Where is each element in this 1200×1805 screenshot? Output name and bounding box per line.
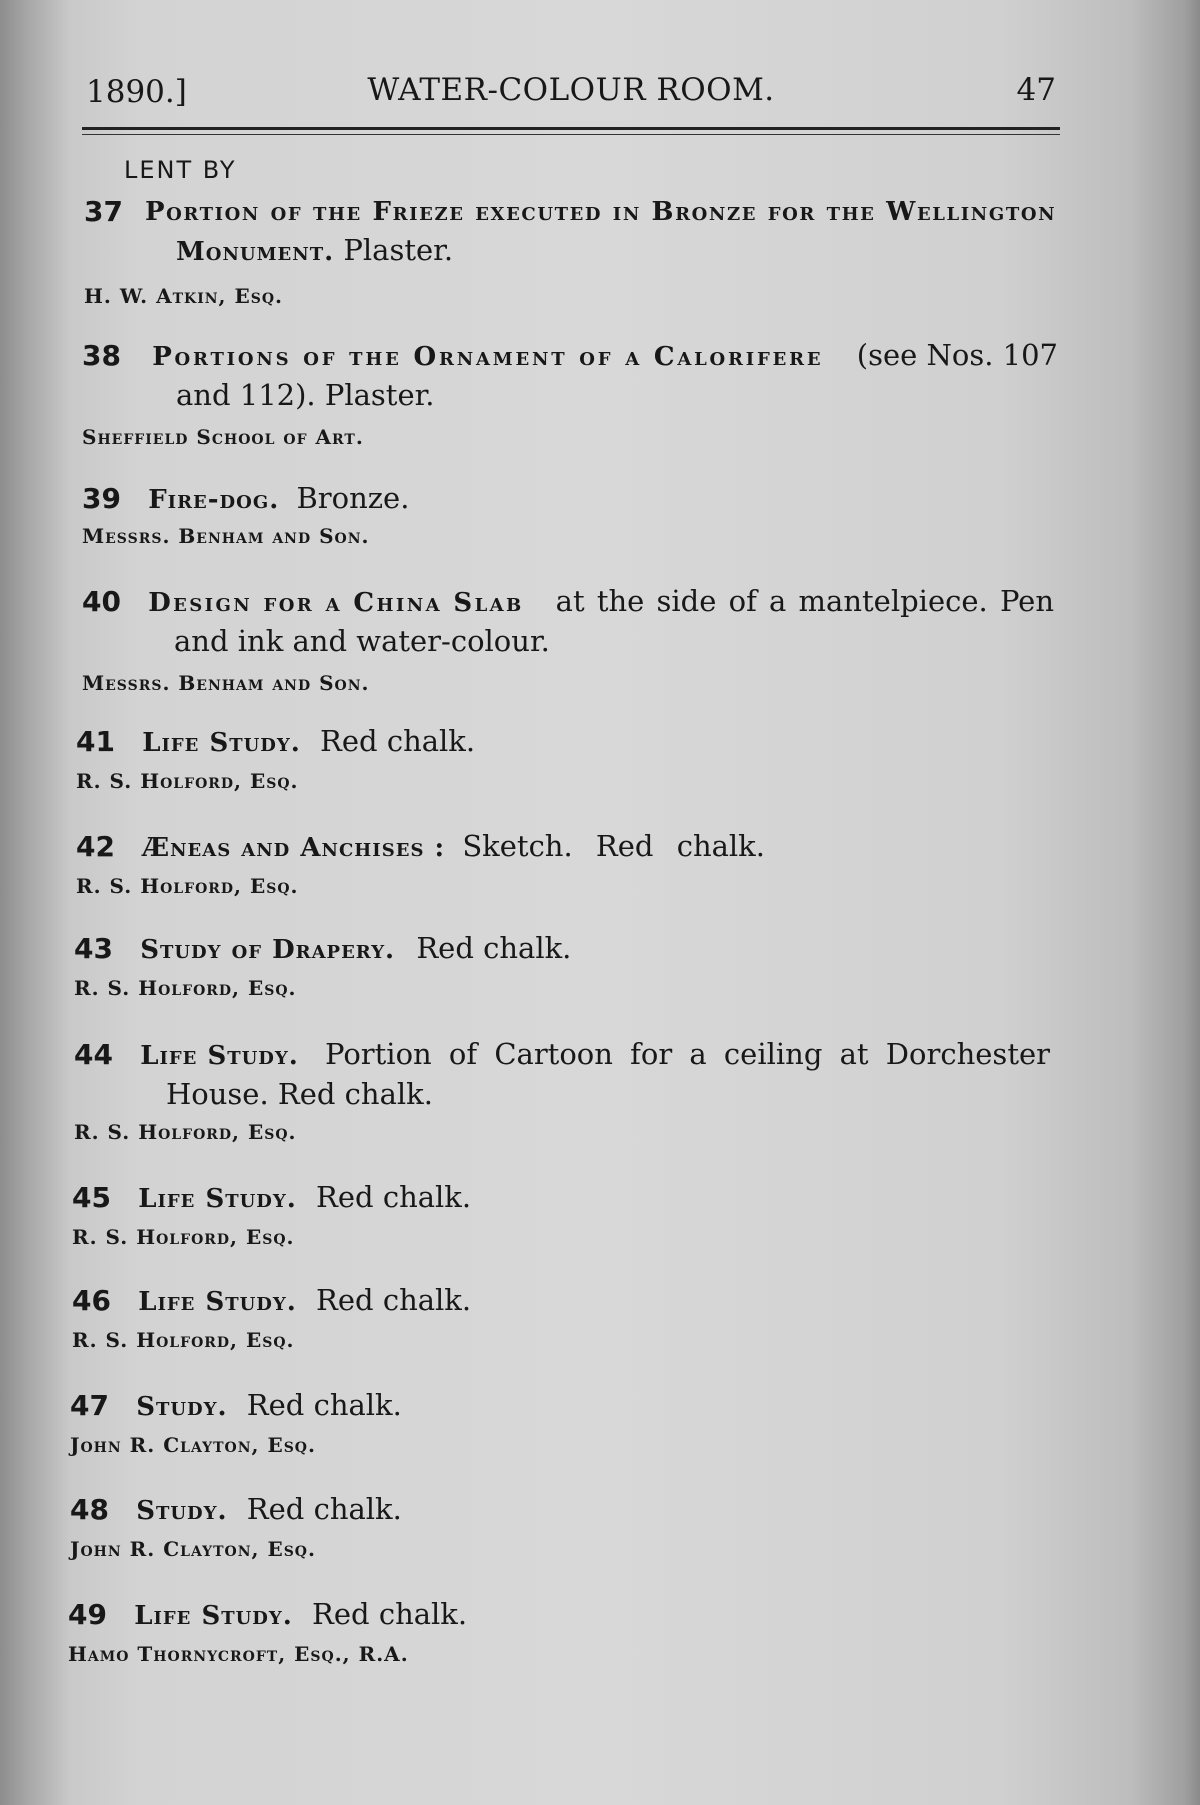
entry-number: 43 [74, 932, 113, 965]
entry-description: Red chalk. [246, 1388, 402, 1422]
entry-title: Fire-dog. [148, 485, 280, 515]
entry-description-cont: and ink and water-colour. [174, 624, 550, 658]
entry-description-cont: House. Red chalk. [166, 1077, 433, 1111]
entry-lender: Hamo Thornycroft, Esq., R.A. [68, 1642, 409, 1666]
running-head-year: 1890.] [86, 74, 187, 110]
catalogue-entry-40 [82, 582, 1054, 698]
entry-line [74, 929, 1064, 969]
entry-description: Red chalk. [320, 724, 476, 758]
header-rule-thick [82, 127, 1060, 130]
entry-title: Æneas and Anchises : [142, 833, 446, 863]
entry-description: Red chalk. [246, 1492, 402, 1526]
entry-line [82, 479, 1072, 519]
running-head-title: WATER-COLOUR ROOM. [367, 72, 775, 108]
entry-line [70, 1386, 1060, 1426]
entry-line [72, 1281, 1062, 1321]
entry-title: Life Study. [140, 1041, 299, 1071]
catalogue-entry-41 [76, 722, 1066, 796]
entry-lender: Messrs. Benham and Son. [82, 524, 370, 548]
entry-number: 48 [70, 1493, 109, 1526]
entry-description-cont: and 112). Plaster. [176, 378, 435, 412]
entry-description: Red chalk. [316, 1180, 472, 1214]
entry-continuation [84, 231, 1064, 271]
entry-number: 39 [82, 482, 121, 515]
entry-number: 47 [70, 1389, 109, 1422]
entry-line [74, 1035, 1050, 1075]
entry-line [68, 1595, 1058, 1635]
entry-line-left [74, 1035, 299, 1075]
catalogue-entry-48 [70, 1490, 1060, 1564]
catalogue-entry-42 [76, 827, 1066, 901]
catalogue-entry-43 [74, 929, 1064, 1003]
entry-line-left [82, 336, 823, 376]
entry-title: Life Study. [138, 1184, 297, 1214]
entry-number: 46 [72, 1284, 111, 1317]
entry-lender: R. S. Holford, Esq. [76, 769, 299, 793]
catalogue-entry-45 [72, 1178, 1062, 1252]
entry-number: 42 [76, 830, 115, 863]
entry-number: 41 [76, 725, 115, 758]
entry-number: 49 [68, 1598, 107, 1631]
entry-lender: John R. Clayton, Esq. [70, 1433, 316, 1457]
entry-lender: John R. Clayton, Esq. [70, 1537, 316, 1561]
entry-description: Portion of Cartoon for a ceiling at Dorchester [324, 1037, 1050, 1071]
entry-description: Red chalk. [312, 1597, 468, 1631]
entry-description: Red chalk. [316, 1283, 472, 1317]
entry-line [84, 193, 1064, 231]
running-head [82, 72, 1060, 116]
entry-line-left [82, 582, 524, 622]
entry-title-cont: Monument. [176, 237, 335, 267]
entry-line [72, 1178, 1062, 1218]
entry-title: Study. [136, 1496, 228, 1526]
entry-number: 44 [74, 1038, 113, 1071]
entry-description: Sketch. Red chalk. [462, 829, 765, 863]
catalogue-entry-47 [70, 1386, 1060, 1460]
catalogue-entry-39 [82, 479, 1072, 551]
entry-line [82, 336, 1058, 376]
page-number: 47 [1016, 72, 1056, 108]
catalogue-entry-38 [82, 336, 1058, 452]
entry-description: at the side of a mantelpiece. Pen [555, 584, 1054, 618]
entry-lender: R. S. Holford, Esq. [74, 976, 297, 1000]
entry-number: 37 [84, 195, 123, 228]
header-rule-thin [82, 134, 1060, 135]
entry-lender: R. S. Holford, Esq. [74, 1120, 297, 1144]
entry-number: 40 [82, 585, 121, 618]
entry-title: Life Study. [138, 1287, 297, 1317]
entry-lender: R. S. Holford, Esq. [72, 1225, 295, 1249]
entry-lender: Messrs. Benham and Son. [82, 671, 370, 695]
entry-title: Design for a China Slab [148, 588, 524, 618]
entry-description: Plaster. [343, 233, 454, 267]
entry-lender: R. S. Holford, Esq. [76, 874, 299, 898]
entry-lender: H. W. Atkin, Esq. [84, 284, 283, 308]
catalogue-entry-37 [84, 193, 1064, 311]
entry-title: Life Study. [142, 728, 301, 758]
entry-description: Bronze. [296, 481, 410, 515]
entry-description: (see Nos. 107 [856, 338, 1058, 372]
entry-line [70, 1490, 1060, 1530]
lent-by-heading: LENT BY [124, 156, 237, 184]
entry-line [76, 827, 1066, 867]
entry-lender: Sheffield School of Art. [82, 425, 364, 449]
entry-line [82, 582, 1054, 622]
entry-line [76, 722, 1066, 762]
catalogue-entry-44 [74, 1035, 1050, 1147]
entry-title: Portions of the Ornament of a Calorifere [152, 342, 824, 372]
entry-title: Study. [136, 1392, 228, 1422]
entry-lender: R. S. Holford, Esq. [72, 1328, 295, 1352]
entry-title: Life Study. [134, 1601, 293, 1631]
entry-number: 38 [82, 339, 121, 372]
entry-title: Study of Drapery. [140, 935, 396, 965]
catalogue-entry-49 [68, 1595, 1058, 1669]
entry-description: Red chalk. [416, 931, 572, 965]
catalogue-entry-46 [72, 1281, 1062, 1355]
entry-number: 45 [72, 1181, 111, 1214]
entry-title: Portion of the Frieze executed in Bronze for the Wellington [144, 197, 1057, 227]
